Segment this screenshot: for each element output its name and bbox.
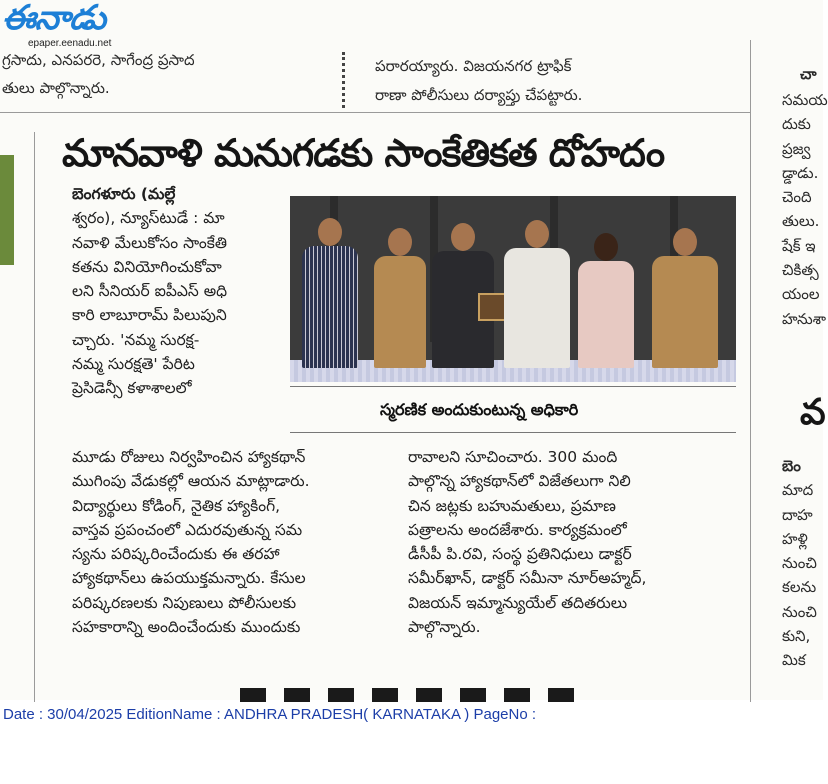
prev-article-line-1: గ్రసాదు, ఎనపరరె, సాగేంద్ర ప్రసాద: [2, 51, 195, 69]
person-1: [300, 218, 360, 368]
right-line: నుంచి: [782, 554, 817, 573]
body-line: ప్రెసిడెన్సీ కళాశాలలో: [72, 379, 192, 398]
adjacent-article-line-2: రాణా పోలీసులు దర్యాప్తు చేపట్టారు.: [375, 86, 583, 104]
right-line: కుని,: [782, 627, 811, 646]
right-line: నుంచి: [782, 602, 817, 621]
body-line: శ్వరం), న్యూస్‌టుడే : మా: [72, 209, 225, 228]
edition-footer: Date : 30/04/2025 EditionName : ANDHRA PRADESH( KARNATAKA ) PageNo :: [3, 706, 537, 723]
person-body: [504, 248, 570, 368]
article-headline: మానవాళి మనుగడకు సాంకేతికత దోహదం: [62, 131, 665, 175]
caption-rule: [290, 386, 736, 387]
body-line: నవాళి మేలుకోసం సాంకేతి: [72, 233, 227, 252]
person-head: [388, 228, 412, 256]
person-6: [650, 228, 720, 368]
right-line: ప్రజ్వ: [782, 139, 811, 158]
right-border-line: [750, 40, 751, 702]
section-divider: [0, 112, 750, 113]
person-head: [673, 228, 697, 256]
person-body: [374, 256, 426, 368]
right-line: కలను: [782, 578, 817, 597]
logo-url: epaper.eenadu.net: [28, 38, 112, 49]
body-line: హ్యాకథాన్‌లు ఉపయుక్తమన్నారు. కేసుల: [72, 569, 306, 588]
adjacent-article-line-1: పరారయ్యారు. విజయనగర ట్రాఫిక్: [375, 57, 572, 75]
right-line: మాద: [782, 481, 814, 500]
body-line: మూడు రోజులు నిర్వహించిన హ్యాకథాన్: [72, 448, 306, 466]
person-head: [594, 233, 618, 261]
body-line: వాస్తవ ప్రపంచంలో ఎదురవుతున్న సమ: [72, 520, 303, 539]
body-line: డీసీపీ పి.రవి, సంస్థ ప్రతినిధులు డాక్టర్: [408, 545, 632, 564]
right-article-title-fragment: చా: [800, 65, 817, 83]
person-head: [318, 218, 342, 246]
caption-rule: [290, 432, 736, 433]
photo-caption: స్మరణిక అందుకుంటున్న అధికారి: [380, 400, 579, 419]
body-line: పాల్గొన్నారు.: [408, 618, 481, 637]
logo-wordmark: ఈనాడు: [2, 0, 106, 38]
person-body: [578, 261, 634, 368]
body-line: చిన జట్లకు బహుమతులు, ప్రమాణ: [408, 496, 616, 515]
body-line: విజయన్ ఇమ్మాన్యుయేల్ తదితరులు: [408, 593, 628, 612]
right-line: సమయ: [782, 91, 828, 109]
body-line: విద్యార్థులు కోడింగ్, నైతిక హ్యాకింగ్,: [72, 496, 281, 515]
body-line: నమ్మ సురక్షతె' పేరిట: [72, 355, 195, 374]
next-headline-fragment: [240, 688, 580, 702]
person-2: [372, 228, 428, 368]
right-line: చికిత్స: [782, 261, 819, 280]
article-column-2: [408, 445, 720, 639]
body-line: పరిష్కరణలకు నిపుణులు పోలీసులకు: [72, 593, 297, 612]
body-line: చ్చారు. 'నమ్మ సురక్ష-: [72, 330, 200, 349]
body-line: రావాలని సూచించారు. 300 మంది: [408, 448, 618, 466]
body-line: పత్రాలను అందజేశారు. కార్యక్రమంలో: [408, 520, 627, 539]
right-line: యంల: [782, 285, 820, 304]
right-column-heading: వ: [800, 392, 826, 433]
event-photo: [290, 196, 736, 382]
right-line: షేక్ ఇ: [782, 236, 816, 255]
body-line: కారి లాబూరామ్ పిలుపుని: [72, 306, 227, 325]
body-line: సమీర్‌ఖాన్, డాక్టర్ సమీనా నూర్‌అహ్మద్,: [408, 569, 647, 588]
right-line: మిక: [782, 651, 806, 670]
person-body: [652, 256, 718, 368]
article-column-1: [72, 182, 284, 401]
person-3: [430, 223, 496, 368]
prev-article-line-2: తులు పాల్గొన్నారు.: [2, 79, 110, 97]
body-line: స్యను పరిష్కరించేందుకు ఈ తరహా: [72, 545, 280, 564]
right-line: తులు.: [782, 212, 820, 231]
article-column-1-lower: [72, 445, 384, 639]
right-line: చెంది: [782, 188, 812, 207]
dateline-line-1: బెంగళూరు (మల్లే: [72, 185, 176, 203]
person-4: [502, 220, 572, 368]
eenadu-logo: [2, 2, 142, 50]
person-head: [451, 223, 475, 251]
right-line: హనుశా: [782, 309, 826, 328]
right-line: డ్డాడు.: [782, 163, 819, 182]
right-line: దాహ: [782, 505, 813, 524]
column-divider: [342, 52, 345, 108]
right-line: హళ్లి: [782, 529, 808, 548]
left-edge-photo-fragment: [0, 155, 14, 265]
body-line: సహకారాన్ని అందించేందుకు ముందుకు: [72, 618, 301, 637]
person-5: [576, 233, 636, 368]
body-line: పాల్గొన్న హ్యాకథాన్‌లో విజేతలుగా నిలి: [408, 472, 631, 491]
right-line: దుకు: [782, 115, 811, 134]
right-column-upper: [782, 88, 828, 331]
body-line: కతను వినియోగించుకోవా: [72, 257, 222, 276]
body-line: లని సీనియర్ ఐపీఎస్ అధి: [72, 282, 228, 301]
person-body: [302, 246, 358, 368]
body-line: ముగింపు వేడుకల్లో ఆయన మాట్లాడారు.: [72, 472, 310, 491]
right-line: బెం: [782, 457, 801, 475]
right-column-lower: [782, 454, 817, 673]
left-border-line: [34, 132, 35, 702]
person-head: [525, 220, 549, 248]
